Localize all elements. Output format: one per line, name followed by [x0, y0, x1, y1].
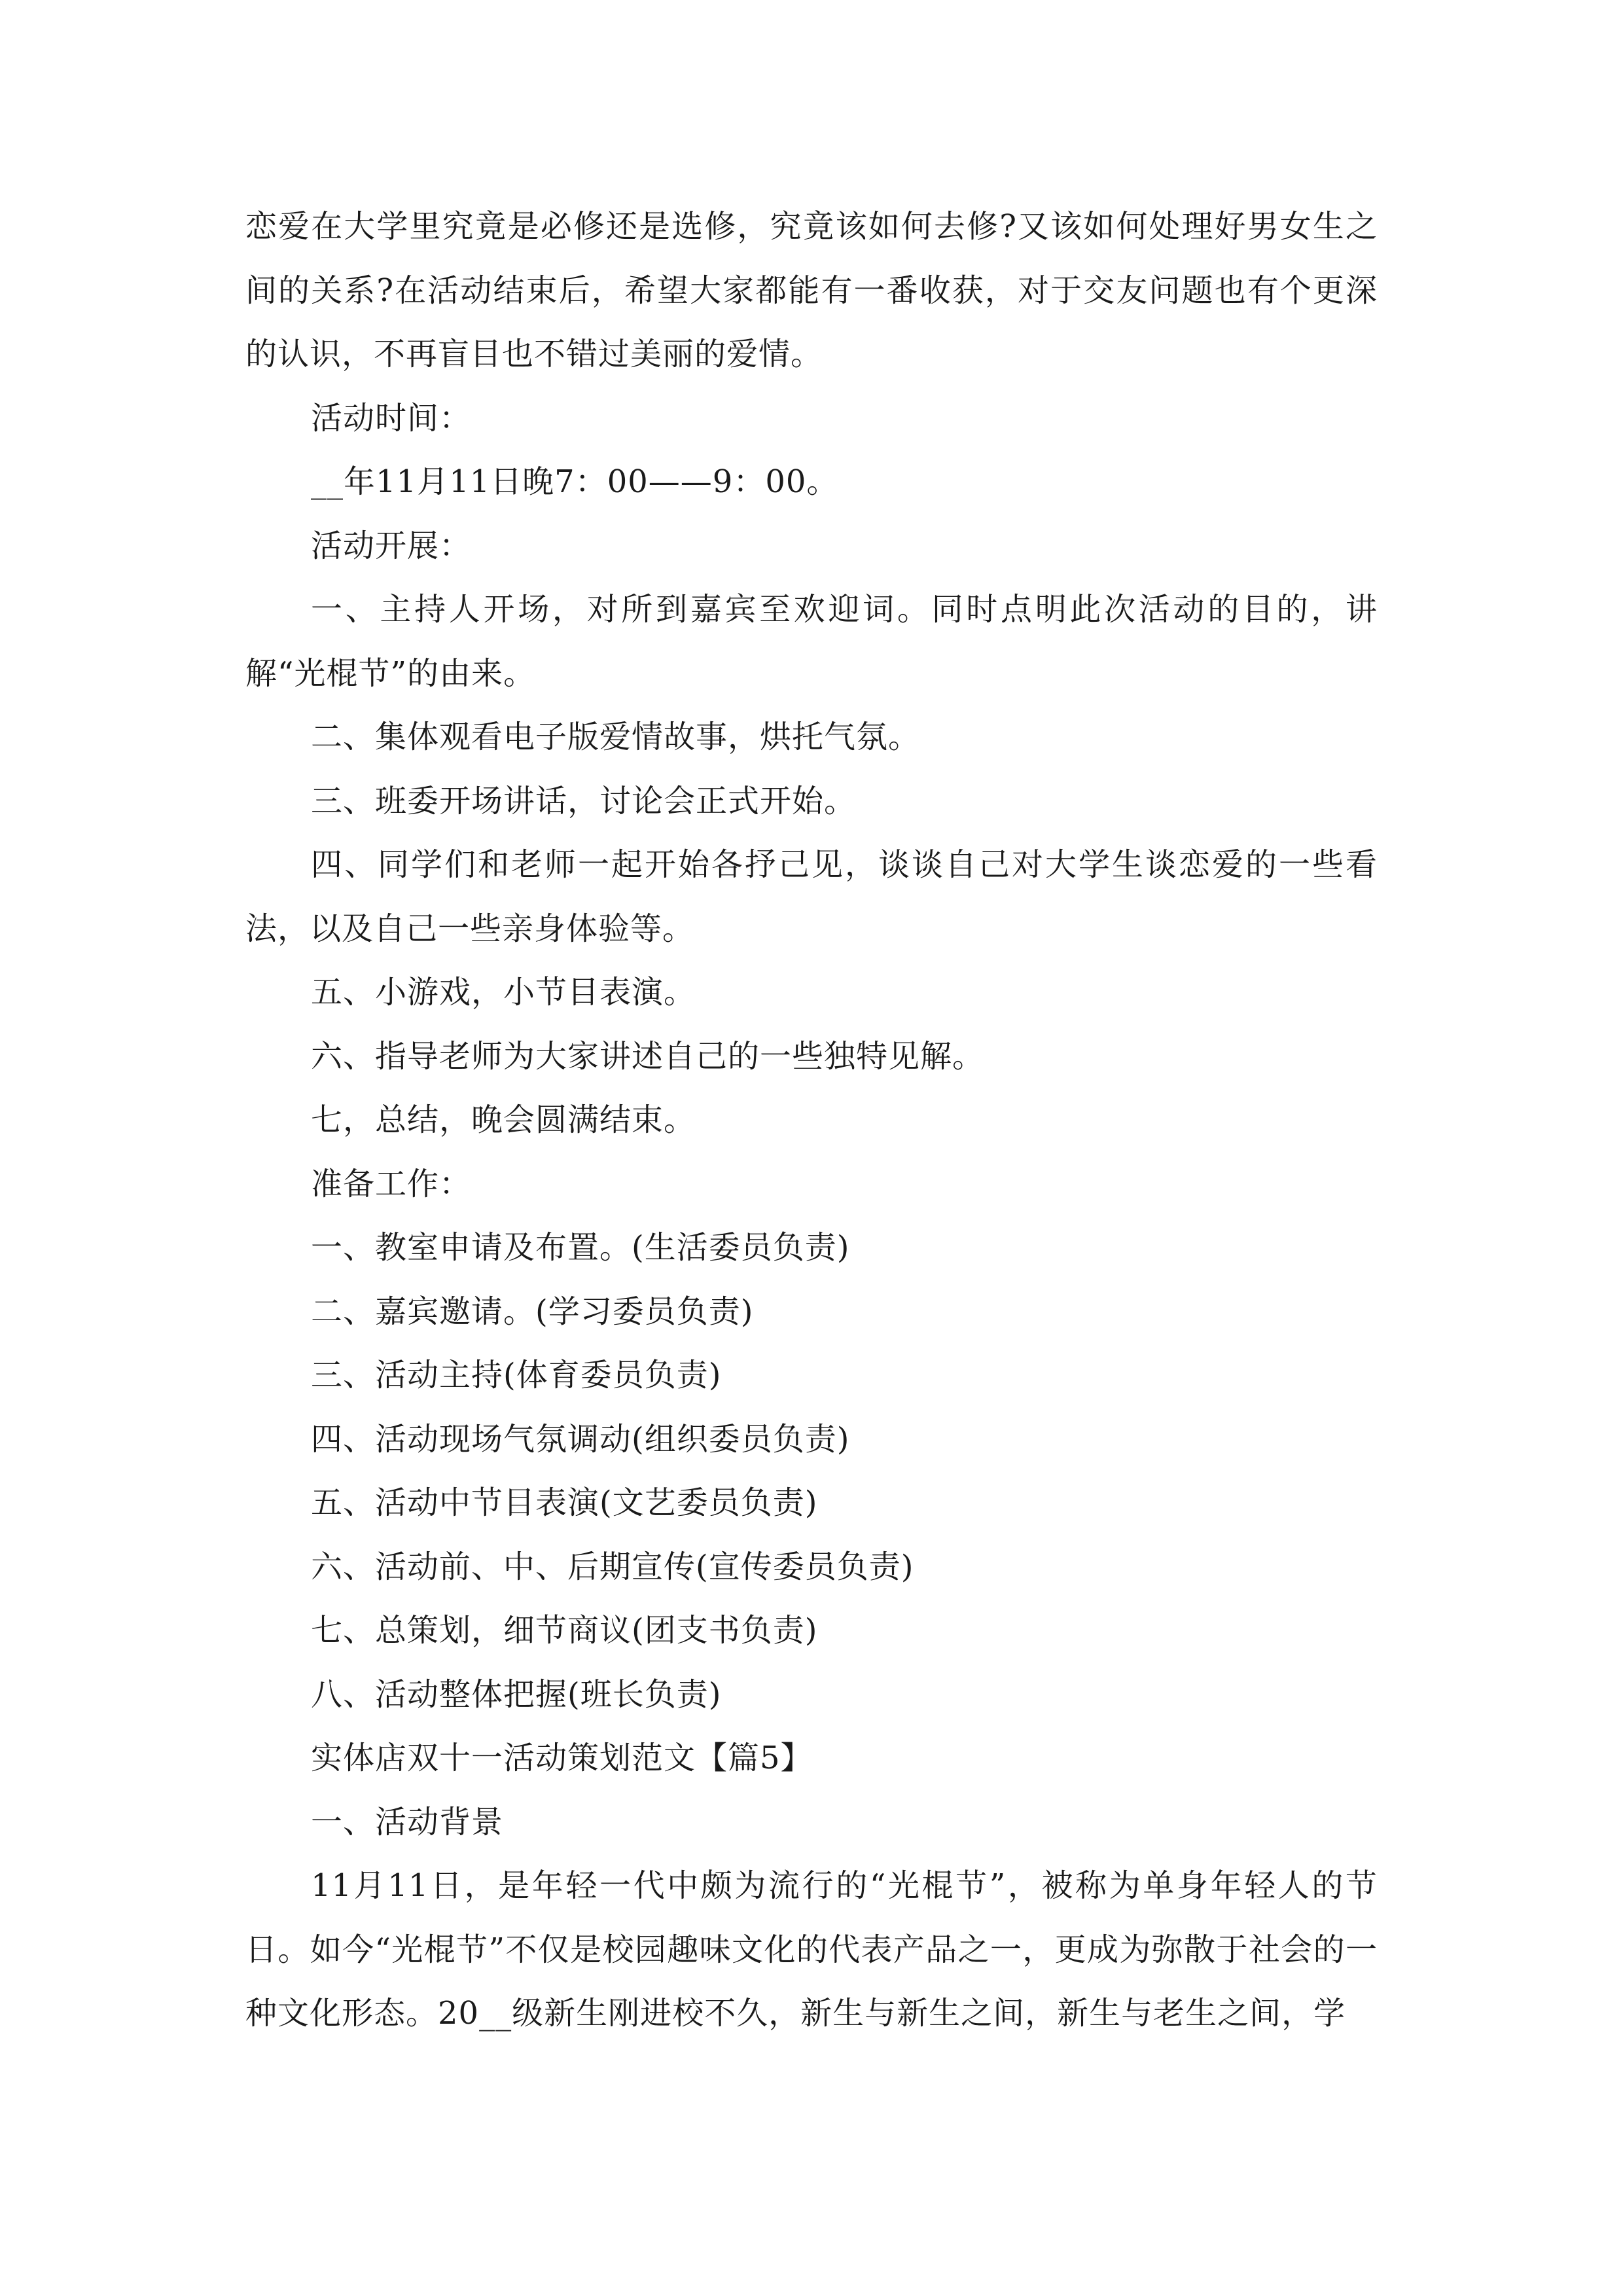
list-item: 六、活动前、中、后期宣传(宣传委员负责) [311, 1548, 914, 1585]
list-item: 七、总策划，细节商议(团支书负责) [311, 1612, 818, 1649]
list-item: 六、指导老师为大家讲述自己的一些独特见解。 [311, 1037, 985, 1075]
list-item: 五、活动中节目表演(文艺委员负责) [311, 1484, 818, 1521]
list-item: 八、活动整体把握(班长负责) [311, 1676, 722, 1713]
section-heading-background: 一、活动背景 [311, 1803, 504, 1840]
body-paragraph: 恋爱在大学里究竟是必修还是选修，究竟该如何去修?又该如何处理好男女生之间的关系?在活动结束后，希望大家都能有一番收获，对于交友问题也有个更深的认识，不再盲目也不错过美丽的爱情。 [245, 208, 1378, 372]
list-item: 一、主持人开场，对所到嘉宾至欢迎词。同时点明此次活动的目的，讲解“光棍节”的由来。 [245, 591, 1378, 692]
list-item: 二、嘉宾邀请。(学习委员负责) [311, 1293, 754, 1330]
list-item: 三、班委开场讲话，讨论会正式开始。 [311, 782, 857, 819]
section-heading-time: 活动时间： [311, 399, 472, 437]
list-item: 五、小游戏，小节目表演。 [311, 974, 696, 1011]
document-body [245, 195, 1378, 2046]
article-title: 实体店双十一活动策划范文【篇5】 [311, 1740, 813, 1776]
list-item: 一、教室申请及布置。(生活委员负责) [311, 1229, 850, 1266]
list-item: 三、活动主持(体育委员负责) [311, 1357, 722, 1393]
list-item: 七，总结，晚会圆满结束。 [311, 1102, 696, 1138]
list-item: 二、集体观看电子版爱情故事，烘托气氛。 [311, 719, 921, 755]
section-heading-preparation: 准备工作： [311, 1165, 472, 1202]
section-heading-activities: 活动开展： [311, 527, 472, 564]
list-item: 四、活动现场气氛调动(组织委员负责) [311, 1420, 850, 1458]
list-item: 四、同学们和老师一起开始各抒己见，谈谈自己对大学生谈恋爱的一些看法，以及自己一些亲身体验等。 [245, 846, 1378, 947]
body-paragraph-time: __年11月11日晚7：00——9：00。 [311, 463, 839, 500]
body-paragraph: 11月11日，是年轻一代中颇为流行的“光棍节”，被称为单身年轻人的节日。如今“光棍节”不仅是校园趣味文化的代表产品之一，更成为弥散于社会的一种文化形态。20__级新生刚进校不久，新生与新生之间，新生与老生之间，学 [245, 1867, 1378, 2032]
